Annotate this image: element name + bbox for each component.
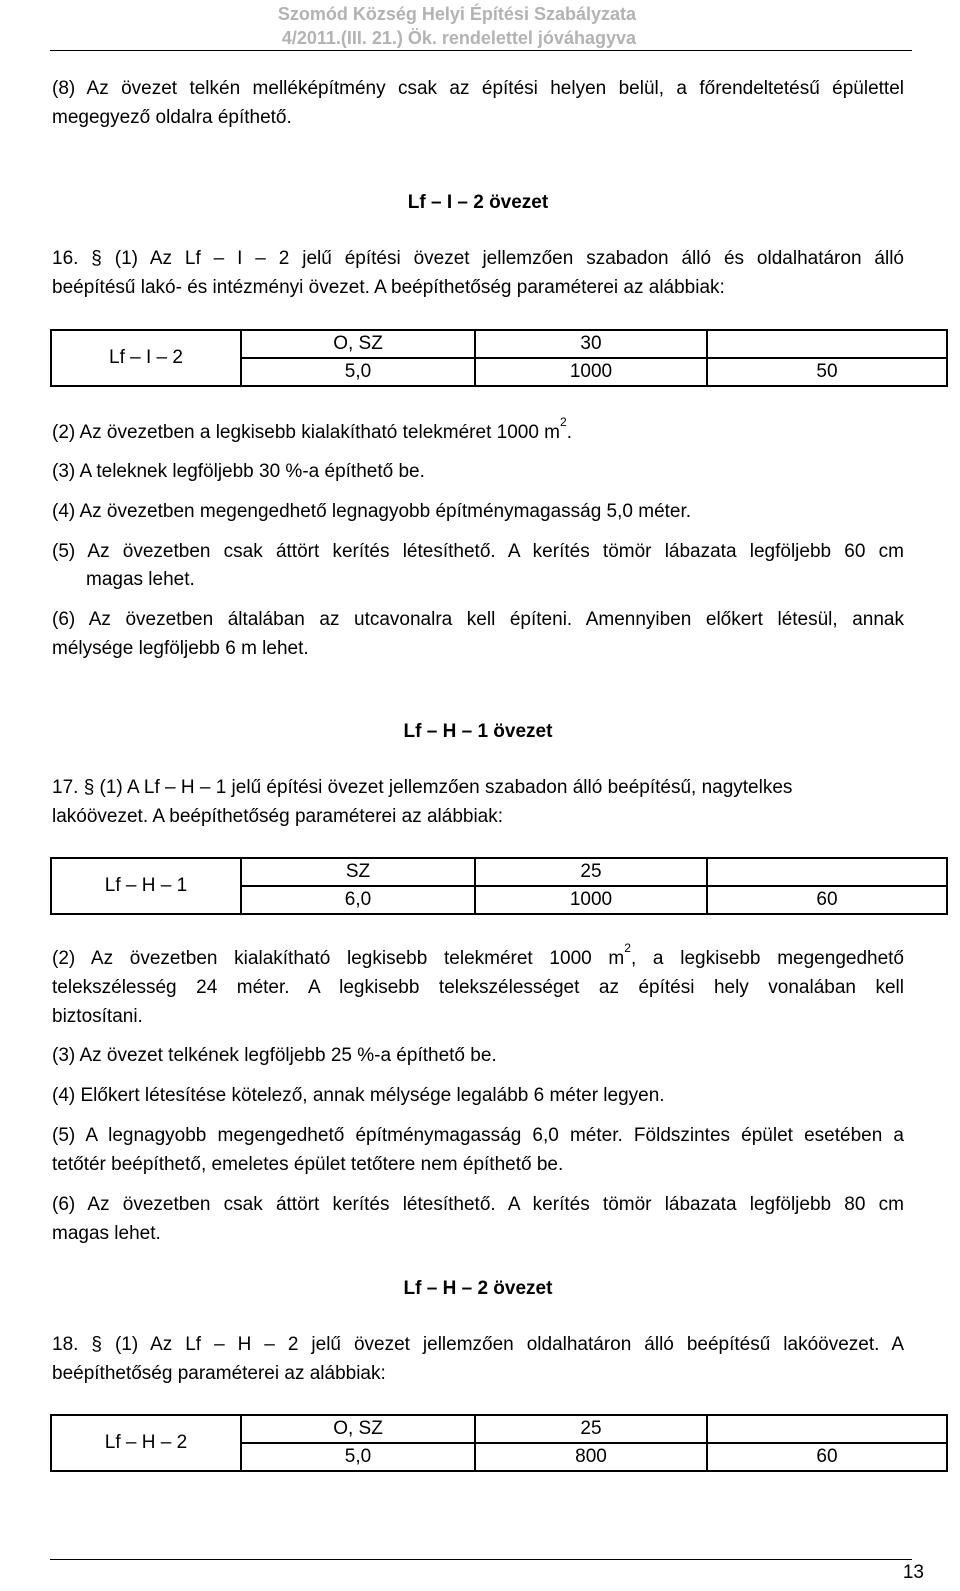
- zone2-p2-sup: 2: [624, 941, 631, 955]
- table-cell: O, SZ: [241, 1415, 475, 1443]
- para-8-line1: (8) Az övezet telkén melléképítmény csak az építési helyen belül, a főrendeltetésű épülettel: [52, 78, 904, 99]
- table-cell: 60: [707, 1443, 947, 1471]
- table-cell: [707, 330, 947, 358]
- zone1-p6-line2: mélysége legföljebb 6 m lehet.: [52, 638, 309, 659]
- zone2-parameter-table: [50, 857, 948, 915]
- table-cell: 25: [475, 858, 707, 886]
- zone2-p2-line3: biztosítani.: [52, 1006, 143, 1027]
- zone1-p2-sup: 2: [560, 415, 567, 429]
- zone1-p5-line2: magas lehet.: [86, 569, 195, 590]
- table-cell: 60: [707, 886, 947, 914]
- table-cell: [707, 858, 947, 886]
- zone2-p3: (3) Az övezet telkének legföljebb 25 %-a építhető be.: [52, 1045, 497, 1066]
- zone1-p6-line1: (6) Az övezetben általában az utcavonalra kell építeni. Amennyiben előkert létesül, annak: [52, 609, 904, 630]
- header-title: Szomód Község Helyi Építési Szabályzata: [277, 4, 636, 24]
- zone2-p2-text: (2) Az övezetben kialakítható legkisebb telekméret 1000 m: [52, 948, 625, 969]
- zone2-p5-line1: (5) A legnagyobb megengedhető építménymagasság 6,0 méter. Földszintes épület esetében a: [52, 1125, 904, 1146]
- footer-divider: [50, 1559, 912, 1560]
- zone3-p1-line2: beépíthetőség paraméterei az alábbiak:: [52, 1363, 386, 1384]
- zone1-p3: (3) A teleknek legföljebb 30 %-a építhető be.: [52, 461, 425, 482]
- table-cell: 1000: [475, 886, 707, 914]
- zone2-p2-text-end: , a legkisebb megengedhető: [630, 948, 904, 969]
- zone1-p2: [52, 415, 904, 447]
- table-cell: 800: [475, 1443, 707, 1471]
- zone1-p4: (4) Az övezetben megengedhető legnagyobb építménymagasság 5,0 méter.: [52, 501, 692, 522]
- table-cell: 5,0: [241, 358, 475, 386]
- zone1-p5-line1: (5) Az övezetben csak áttört kerítés létesíthető. A kerítés tömör lábazata legföljebb 60 cm: [52, 541, 904, 562]
- zone1-title: Lf – I – 2 övezet: [407, 192, 549, 213]
- zone1-parameter-table: [50, 329, 948, 387]
- table-cell: SZ: [241, 858, 475, 886]
- zone2-p6-line1: (6) Az övezetben csak áttört kerítés létesíthető. A kerítés tömör lábazata legföljebb 80 cm: [52, 1194, 904, 1215]
- zone2-table-name: Lf – H – 1: [51, 858, 241, 914]
- zone1-p2-text: (2) Az övezetben a legkisebb kialakítható telekméret 1000 m: [52, 422, 561, 443]
- table-cell: 30: [475, 330, 707, 358]
- para-8-line2: megegyező oldalra építhető.: [52, 107, 292, 128]
- zone3-title: Lf – H – 2 övezet: [403, 1278, 553, 1299]
- table-cell: 5,0: [241, 1443, 475, 1471]
- table-cell: O, SZ: [241, 330, 475, 358]
- zone2-p1-line2: lakóövezet. A beépíthetőség paraméterei az alábbiak:: [52, 806, 504, 827]
- zone1-p1-line2: beépítésű lakó- és intézményi övezet. A beépíthetőség paraméterei az alábbiak:: [52, 277, 725, 298]
- zone1-p1-line1: 16. § (1) Az Lf – I – 2 jelű építési övezet jellemzően szabadon álló és oldalhatáron álló: [52, 248, 904, 269]
- zone3-table-name: Lf – H – 2: [51, 1415, 241, 1471]
- page-number: 13: [902, 1562, 924, 1583]
- table-cell: 50: [707, 358, 947, 386]
- zone2-p4: (4) Előkert létesítése kötelező, annak mélysége legalább 6 méter legyen.: [52, 1085, 665, 1106]
- zone2-p2-line2: telekszélesség 24 méter. A legkisebb telekszélességet az építési hely vonalában kell: [52, 977, 904, 998]
- zone2-p6-line2: magas lehet.: [52, 1223, 161, 1244]
- zone2-p2-line1: [52, 941, 904, 973]
- table-cell: [707, 1415, 947, 1443]
- zone3-parameter-table: [50, 1414, 948, 1472]
- zone2-p5-line2: tetőtér beépíthető, emeletes épület tetőtere nem építhető be.: [52, 1154, 564, 1175]
- header-subtitle: 4/2011.(III. 21.) Ök. rendelettel jóváhagyva: [281, 28, 636, 48]
- zone2-title: Lf – H – 1 övezet: [403, 721, 553, 742]
- zone1-p2-end: .: [566, 422, 572, 443]
- header-divider: [50, 50, 912, 51]
- zone1-table-name: Lf – I – 2: [51, 330, 241, 386]
- table-cell: 1000: [475, 358, 707, 386]
- zone3-p1-line1: 18. § (1) Az Lf – H – 2 jelű övezet jellemzően oldalhatáron álló beépítésű lakóövezet. A: [52, 1334, 904, 1355]
- table-cell: 6,0: [241, 886, 475, 914]
- zone2-p1-line1: 17. § (1) A Lf – H – 1 jelű építési övezet jellemzően szabadon álló beépítésű, nagytelkes: [52, 777, 793, 798]
- table-cell: 25: [475, 1415, 707, 1443]
